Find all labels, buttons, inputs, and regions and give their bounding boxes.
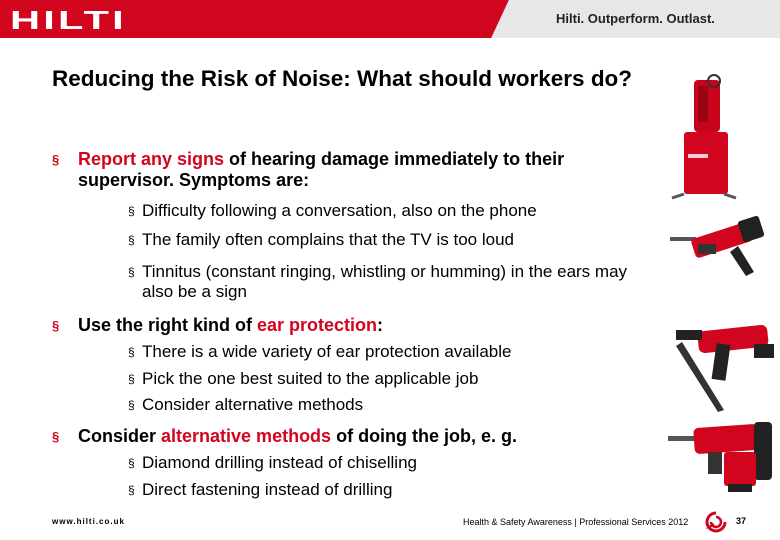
sub-bullet-text: Difficulty following a conversation, also on the phone (142, 201, 537, 220)
sub-bullet (128, 395, 628, 415)
bullet-marker: § (128, 233, 135, 247)
sub-bullet (128, 369, 628, 389)
sub-bullet-text: Tinnitus (constant ringing, whistling or humming) in the ears may also be a sign (142, 262, 628, 301)
combihammer-image (668, 414, 780, 510)
bullet-marker: § (128, 456, 135, 470)
bullet-marker: § (128, 265, 135, 279)
page-number: 37 (736, 516, 747, 526)
sub-bullet (128, 342, 628, 362)
bullet-text: of hearing damage immediately to their supervisor. Symptoms are: (78, 149, 565, 190)
bullet-ear-protection (52, 315, 632, 336)
bullet-marker: § (52, 429, 60, 444)
bullet-highlight: ear protection (257, 315, 378, 335)
footer-caption: Health & Safety Awareness | Professional Services 2012 (463, 517, 689, 527)
bullet-text: Use the right kind of (78, 315, 258, 335)
diamond-core-drill-image (664, 72, 740, 202)
bullet-report-signs (52, 149, 632, 191)
bullet-text: Consider (78, 426, 162, 446)
bullet-highlight: Report any signs (78, 149, 225, 169)
sub-bullet (128, 262, 633, 302)
sub-bullet-text: Direct fastening instead of drilling (142, 480, 393, 499)
tagline: Hilti. Outperform. Outlast. (556, 11, 715, 26)
gas-nailer-image (668, 314, 780, 414)
bullet-marker: § (52, 152, 60, 167)
bullet-text: of doing the job, e. g. (331, 426, 518, 446)
bullet-alternative-methods (52, 426, 652, 447)
bullet-marker: § (52, 318, 60, 333)
footer-website: www.hilti.co.uk (52, 517, 125, 526)
rotary-hammer-image (668, 206, 780, 278)
sub-bullet-text: Pick the one best suited to the applicable job (142, 369, 479, 388)
header-bar (0, 0, 780, 38)
hilti-logo: HILTI (10, 5, 127, 35)
sub-bullet (128, 230, 628, 250)
sub-bullet-text: There is a wide variety of ear protection available (142, 342, 512, 361)
bullet-marker: § (128, 372, 135, 386)
sub-bullet (128, 480, 628, 500)
safety-swirl-icon (703, 511, 729, 533)
slide-title: Reducing the Risk of Noise: What should workers do? (52, 66, 633, 91)
sub-bullet (128, 201, 628, 221)
bullet-highlight: alternative methods (161, 426, 332, 446)
sub-bullet-text: Consider alternative methods (142, 395, 364, 414)
bullet-marker: § (128, 204, 135, 218)
bullet-marker: § (128, 483, 135, 497)
bullet-marker: § (128, 345, 135, 359)
sub-bullet-text: The family often complains that the TV is too loud (142, 230, 514, 249)
bullet-marker: § (128, 398, 135, 412)
bullet-text: : (377, 315, 384, 335)
sub-bullet-text: Diamond drilling instead of chiselling (142, 453, 417, 472)
sub-bullet (128, 453, 628, 473)
